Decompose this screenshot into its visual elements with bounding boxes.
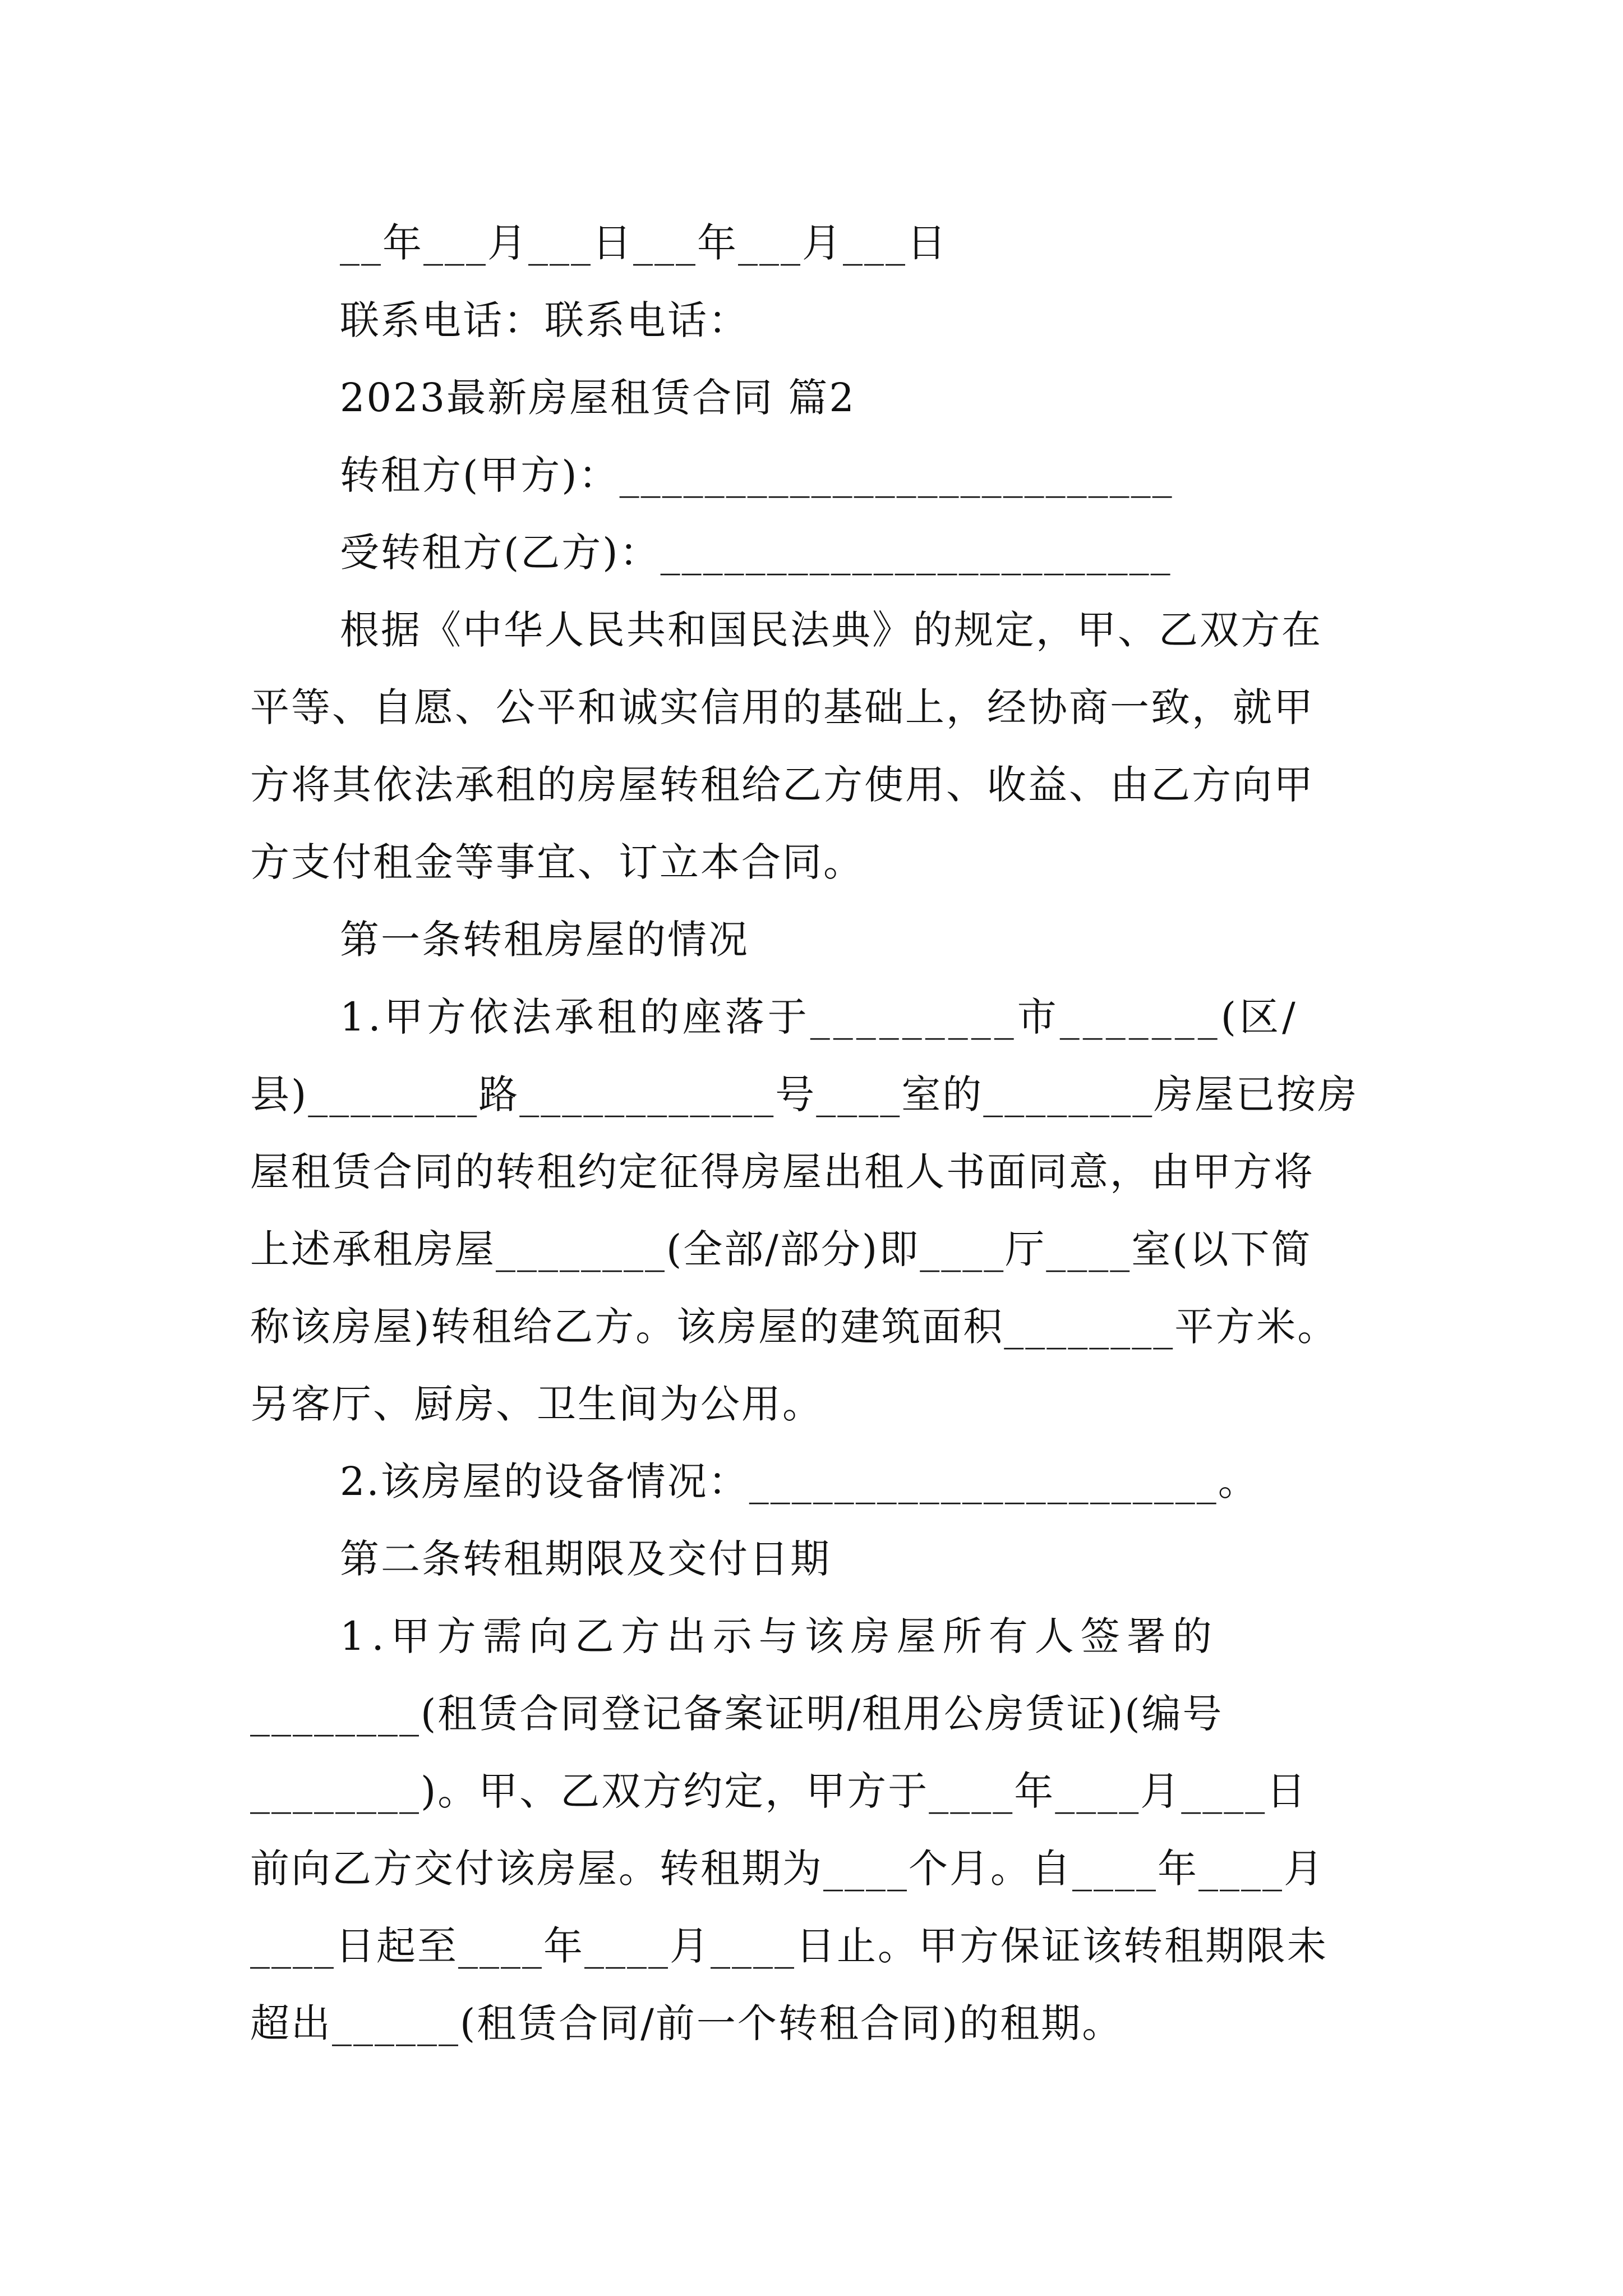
preamble-line: 平等、自愿、公平和诚实信用的基础上，经协商一致，就甲 <box>250 684 1315 730</box>
signature-date-line: __年___月___日___年___月___日 <box>340 220 948 266</box>
contact-phone-line: 联系电话：联系电话： <box>340 297 749 343</box>
article-heading: 第二条转租期限及交付日期 <box>340 1536 831 1582</box>
party-a-line: 转租方(甲方)：__________________________ <box>340 452 1174 498</box>
preamble-line: 方支付租金等事宜、订立本合同。 <box>250 839 864 885</box>
article-body-line: 另客厅、厨房、卫生间为公用。 <box>250 1381 823 1427</box>
article-body-line: 称该房屋)转租给乙方。该房屋的建筑面积________平方米。 <box>250 1304 1339 1350</box>
article-body-line: 屋租赁合同的转租约定征得房屋出租人书面同意，由甲方将 <box>250 1149 1315 1195</box>
article-body-line: ____日起至____年____月____日止。甲方保证该转租期限未 <box>250 1923 1328 1969</box>
article-body-line: 超出______(租赁合同/前一个转租合同)的租期。 <box>250 2000 1123 2046</box>
article-body-line: 县)________路____________号____室的________房屋已按房 <box>250 1071 1359 1117</box>
preamble-line: 方将其依法承租的房屋转租给乙方使用、收益、由乙方向甲 <box>250 762 1315 808</box>
article-body-line: ________(租赁合同登记备案证明/租用公房赁证)(编号 <box>250 1691 1224 1737</box>
section-heading: 2023最新房屋租赁合同 篇2 <box>340 375 856 421</box>
party-b-line: 受转租方(乙方)：________________________ <box>340 530 1172 576</box>
article-body-line: 前向乙方交付该房屋。转租期为____个月。自____年____月 <box>250 1846 1325 1892</box>
article-body-line: 上述承租房屋________(全部/部分)即____厅____室(以下简 <box>250 1226 1312 1272</box>
article-body-line: ________)。甲、乙双方约定，甲方于____年____月____日 <box>250 1768 1308 1814</box>
article-body-line: 2.该房屋的设备情况：______________________。 <box>340 1458 1259 1504</box>
article-heading: 第一条转租房屋的情况 <box>340 917 749 963</box>
preamble-line: 根据《中华人民共和国民法典》的规定，甲、乙双方在 <box>340 607 1322 653</box>
article-body-line: 1.甲方依法承租的座落于_________市_______(区/ <box>340 994 1299 1040</box>
article-body-line: 1.甲方需向乙方出示与该房屋所有人签署的 <box>340 1613 1219 1659</box>
